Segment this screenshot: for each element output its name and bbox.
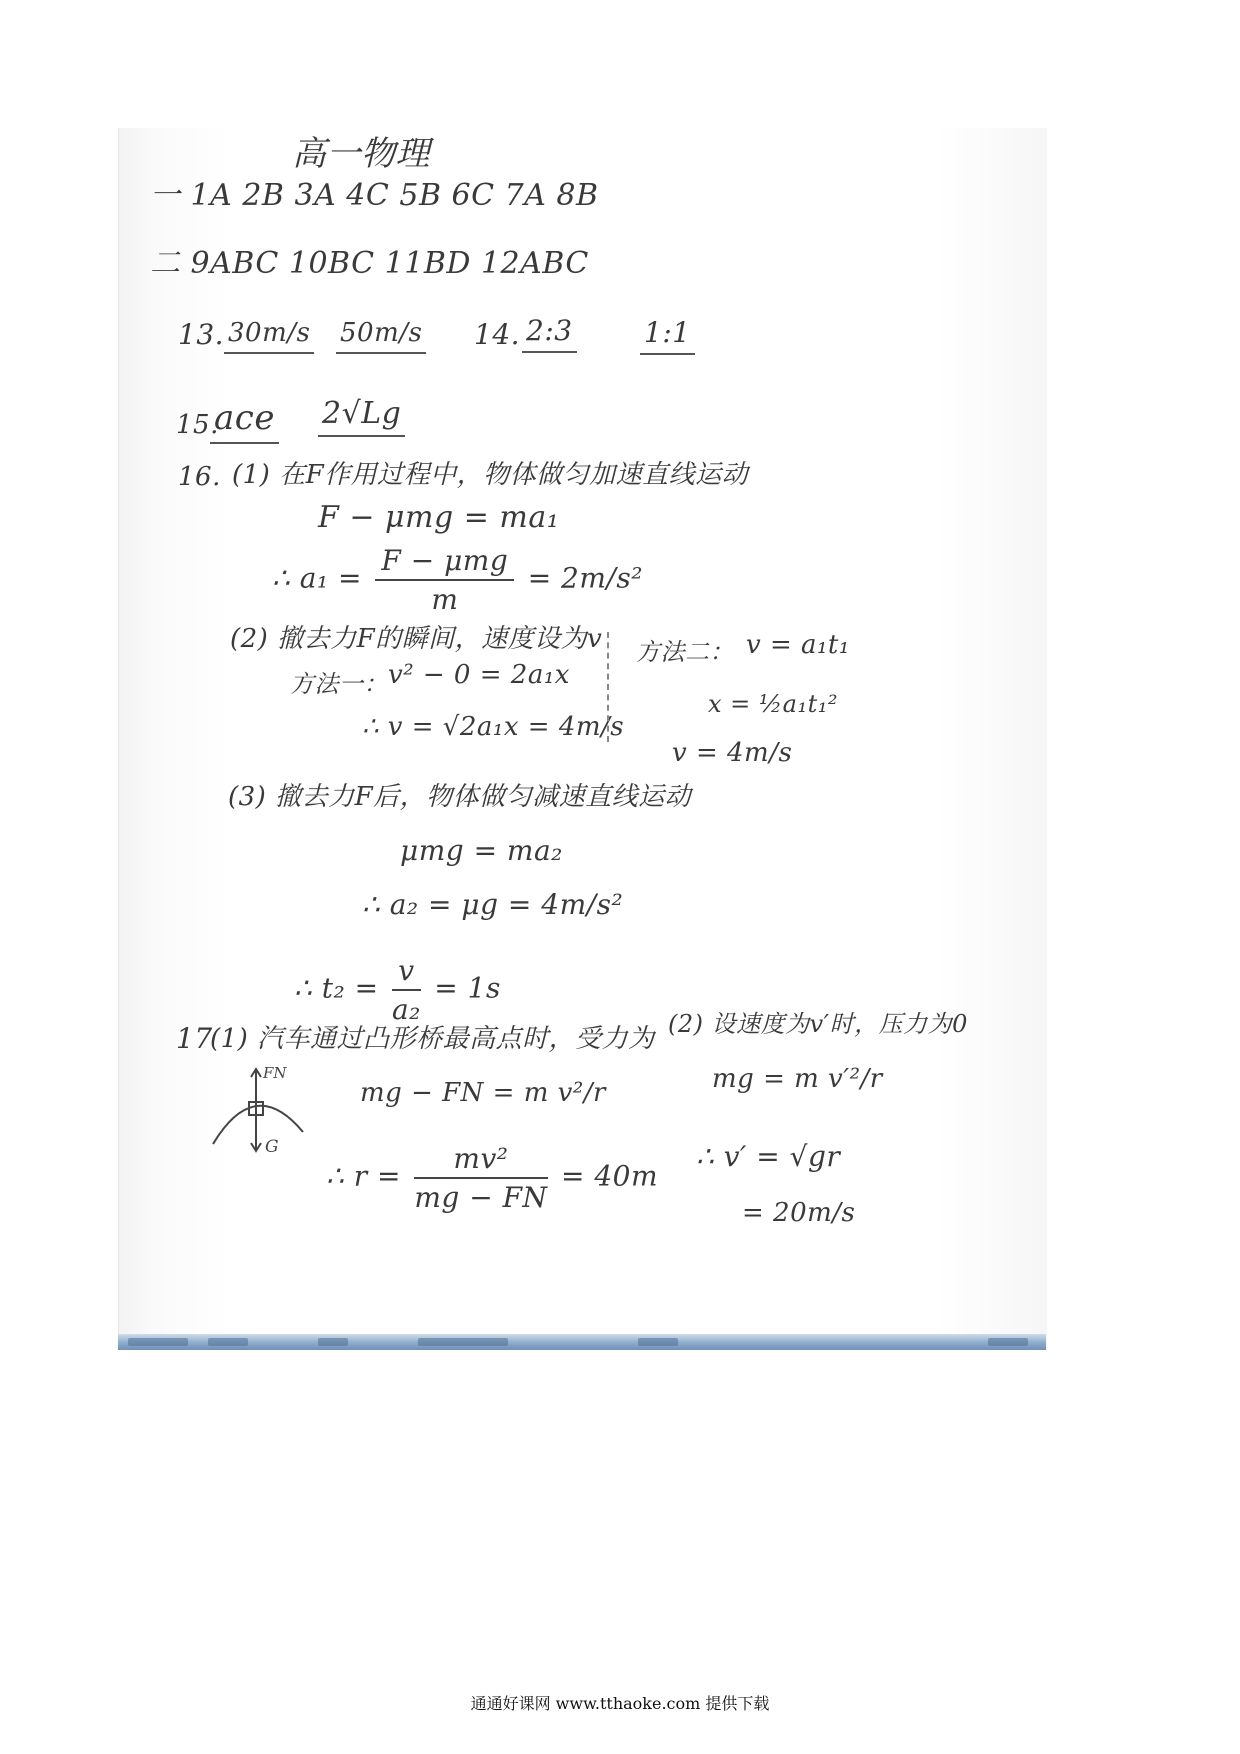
method2-equation-2: x = ½a₁t₁²	[708, 690, 838, 718]
q16-part1-equation: F − μmg = ma₁	[318, 500, 560, 535]
method2-equation-3: v = 4m/s	[672, 738, 793, 768]
q17-part1-numerator: mv²	[414, 1142, 547, 1179]
q17-part2-equation-3: = 20m/s	[742, 1198, 856, 1228]
q13-label: 13.	[178, 318, 225, 351]
q16-label: 16.	[178, 462, 221, 492]
method2-label: 方法二：	[636, 638, 734, 666]
method1-label: 方法一：	[290, 670, 388, 698]
q15-label: 15.	[176, 410, 219, 440]
q16-part1-result-value: = 2m/s²	[527, 561, 643, 595]
q16-part1-fraction	[375, 544, 514, 616]
q17-part1-result	[326, 1142, 658, 1214]
q17-part1-result-value: = 40m	[560, 1159, 658, 1193]
q16-part3-denominator: a₂	[391, 993, 421, 1026]
section-1-answers: 一 1A 2B 3A 4C 5B 6C 7A 8B	[150, 178, 599, 213]
scanned-taskbar-strip	[118, 1334, 1046, 1350]
section-2-answers: 二 9ABC 10BC 11BD 12ABC	[150, 246, 589, 281]
q17-part1-text: (1) 汽车通过凸形桥最高点时，受力为	[210, 1024, 655, 1054]
footer-credit: 通通好课网 www.tthaoke.com 提供下载	[470, 1694, 770, 1713]
q14-label: 14.	[474, 318, 521, 351]
method-divider	[607, 632, 609, 742]
method1-equation-1: v² − 0 = 2a₁x	[388, 660, 570, 690]
q17-part1-denominator: mg − FN	[414, 1181, 548, 1214]
q14-answer-2: 1:1	[640, 316, 695, 355]
q16-part3-result-prefix: ∴ t₂ =	[294, 971, 379, 1005]
q17-part1-result-prefix: ∴ r =	[326, 1159, 401, 1193]
q16-part3-fraction	[392, 954, 421, 1026]
q16-part1-result	[272, 544, 643, 616]
q16-part1-numerator: F − μmg	[375, 544, 514, 581]
force-diagram	[205, 1064, 315, 1174]
q16-part3-text: (3) 撤去力F后，物体做匀减速直线运动	[228, 782, 692, 812]
q17-part2-text: (2) 设速度为v′时，压力为0	[668, 1010, 968, 1038]
q16-part3-equation-2: ∴ a₂ = μg = 4m/s²	[362, 888, 624, 921]
q17-label: 17	[176, 1022, 213, 1055]
q17-part2-equation-2: ∴ v′ = √gr	[696, 1140, 841, 1173]
gravity-label: G	[265, 1137, 279, 1157]
q15-answer-1: ace	[210, 398, 279, 444]
q16-part3-equation-1: μmg = ma₂	[400, 834, 563, 867]
q17-part1-equation: mg − FN = m v²/r	[360, 1078, 606, 1108]
q16-part1-text: (1) 在F作用过程中，物体做匀加速直线运动	[232, 460, 749, 490]
q16-part2-text: (2) 撤去力F的瞬间，速度设为v	[230, 624, 603, 654]
q17-part1-fraction	[414, 1142, 547, 1214]
q16-part1-result-prefix: ∴ a₁ =	[272, 561, 362, 595]
q13-answer-1: 30m/s	[224, 318, 314, 354]
bridge-arc	[213, 1106, 303, 1144]
q14-answer-1: 2:3	[522, 314, 577, 353]
method2-equation-1: v = a₁t₁	[746, 630, 850, 660]
q17-part2-equation-1: mg = m v′²/r	[712, 1064, 883, 1094]
sheet-title: 高一物理	[292, 134, 430, 174]
q15-answer-2: 2√Lg	[318, 396, 405, 437]
method1-equation-2: ∴ v = √2a₁x = 4m/s	[362, 712, 625, 742]
q13-answer-2: 50m/s	[336, 318, 426, 354]
q16-part3-numerator: v	[392, 954, 421, 991]
normal-force-label: FN	[263, 1064, 287, 1082]
q16-part3-result	[294, 954, 501, 1026]
q16-part1-denominator: m	[431, 583, 459, 616]
q16-part3-result-value: = 1s	[434, 971, 501, 1005]
